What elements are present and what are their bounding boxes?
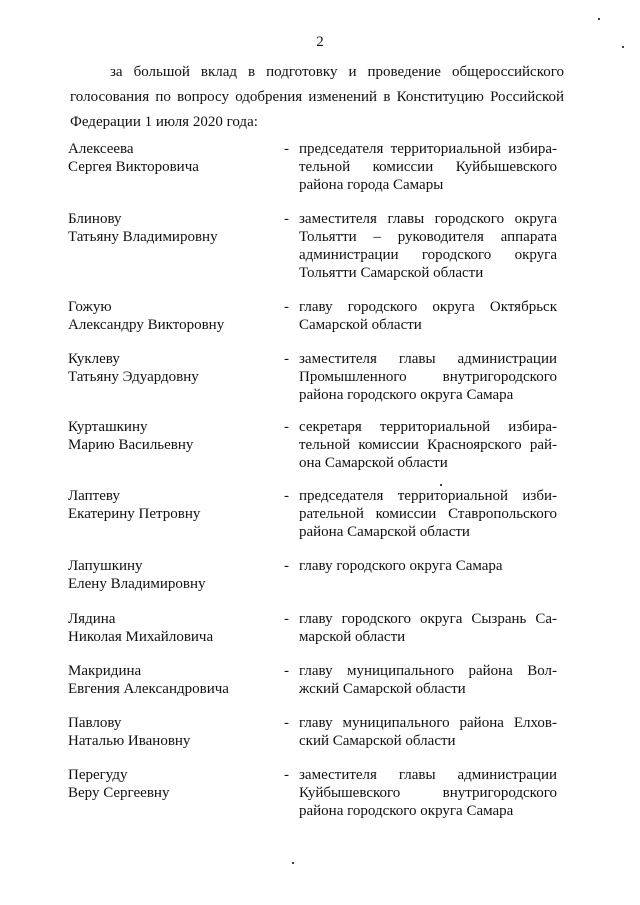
recipient-name <box>68 557 268 593</box>
recipient-position <box>299 557 557 575</box>
recipient-position-line: Промышленного внутригородского <box>299 369 557 385</box>
recipient-position-line: она Самарской области <box>299 455 448 471</box>
recipient-name <box>68 487 268 523</box>
recipient-position-line: главу муниципального района Вол- <box>299 663 557 679</box>
recipient-position-line: заместителя главы администрации <box>299 351 557 367</box>
recipient-position <box>299 210 557 282</box>
recipient-position-line: секретаря территориальной избира- <box>299 419 557 435</box>
separator-dash: - <box>284 419 289 435</box>
recipient-name-line: Лаптеву <box>68 488 120 504</box>
recipient-position-line: главу городского округа Сызрань Са- <box>299 611 557 627</box>
recipient-name-line: Александру Викторовну <box>68 317 225 333</box>
recipient-position-line: тельной комиссии Красноярского рай- <box>299 437 557 453</box>
separator-dash: - <box>284 351 289 367</box>
recipient-name-line: Перегуду <box>68 767 128 783</box>
recipient-name <box>68 210 268 246</box>
recipient-name-line: Лапушкину <box>68 558 143 574</box>
recipient-name-line: Веру Сергеевну <box>68 785 170 801</box>
recipient-position-line: главу муниципального района Елхов- <box>299 715 557 731</box>
recipient-name-line: Татьяну Владимировну <box>68 229 218 245</box>
page-number: 2 <box>316 34 324 50</box>
recipient-position-line: района Самарской области <box>299 524 470 540</box>
recipient-name-line: Макридина <box>68 663 142 679</box>
recipient-name <box>68 140 268 176</box>
recipient-position-line: марской области <box>299 629 406 645</box>
separator-dash: - <box>284 663 289 679</box>
intro-line: за большой вклад в подготовку и проведение общероссийского <box>110 64 564 80</box>
recipient-position <box>299 350 557 404</box>
recipient-name-line: Евгения Александровича <box>68 681 229 697</box>
recipient-name-line: Николая Михайловича <box>68 629 214 645</box>
recipient-position-line: рательной комиссии Ставропольского <box>299 506 557 522</box>
separator-dash: - <box>284 141 289 157</box>
recipient-name-line: Алексеева <box>68 141 134 157</box>
recipient-position <box>299 714 557 750</box>
recipient-position <box>299 140 557 194</box>
recipient-position-line: Тольятти Самарской области <box>299 265 484 281</box>
recipient-name-line: Елену Владимировну <box>68 576 206 592</box>
recipient-name <box>68 418 268 454</box>
recipient-name-line: Татьяну Эдуардовну <box>68 369 199 385</box>
intro-paragraph <box>70 60 564 135</box>
separator-dash: - <box>284 488 289 504</box>
recipient-position-line: председателя территориальной избира- <box>299 141 557 157</box>
recipient-name-line: Гожую <box>68 299 112 315</box>
scan-speck <box>440 484 442 486</box>
recipient-position-line: администрации городского округа <box>299 247 557 263</box>
recipient-position-line: главу городского округа Самара <box>299 558 503 574</box>
separator-dash: - <box>284 558 289 574</box>
scan-speck <box>622 46 624 48</box>
recipient-position <box>299 298 557 334</box>
separator-dash: - <box>284 211 289 227</box>
recipient-position-line: заместителя главы городского округа <box>299 211 557 227</box>
recipient-name-line: Павлову <box>68 715 122 731</box>
recipient-name-line: Куклеву <box>68 351 120 367</box>
recipient-name-line: Наталью Ивановну <box>68 733 191 749</box>
recipient-position-line: Самарской области <box>299 317 422 333</box>
recipient-position-line: заместителя главы администрации <box>299 767 557 783</box>
intro-line: Федерации 1 июля 2020 года: <box>70 114 258 130</box>
separator-dash: - <box>284 299 289 315</box>
recipient-name-line: Курташкину <box>68 419 148 435</box>
recipient-position-line: ский Самарской области <box>299 733 456 749</box>
recipient-position <box>299 766 557 820</box>
intro-line: голосования по вопросу одобрения изменений в Конституцию Российской <box>70 89 564 105</box>
separator-dash: - <box>284 715 289 731</box>
recipient-position-line: главу городского округа Октябрьск <box>299 299 557 315</box>
recipient-name-line: Марию Васильевну <box>68 437 194 453</box>
recipient-position-line: Куйбышевского внутригородского <box>299 785 557 801</box>
recipient-name-line: Сергея Викторовича <box>68 159 199 175</box>
scan-speck <box>292 862 294 864</box>
recipient-name <box>68 766 268 802</box>
recipient-position-line: района городского округа Самара <box>299 387 514 403</box>
recipient-position-line: жский Самарской области <box>299 681 466 697</box>
recipient-position-line: района городского округа Самара <box>299 803 514 819</box>
recipient-position <box>299 610 557 646</box>
recipient-position-line: председателя территориальной изби- <box>299 488 557 504</box>
recipient-position <box>299 662 557 698</box>
recipient-name <box>68 714 268 750</box>
recipient-name <box>68 298 268 334</box>
recipient-name-line: Екатерину Петровну <box>68 506 201 522</box>
recipient-name <box>68 610 268 646</box>
recipient-name <box>68 662 268 698</box>
recipient-name <box>68 350 268 386</box>
separator-dash: - <box>284 767 289 783</box>
recipient-position-line: тельной комиссии Куйбышевского <box>299 159 557 175</box>
recipient-name-line: Блинову <box>68 211 122 227</box>
recipient-position <box>299 418 557 472</box>
separator-dash: - <box>284 611 289 627</box>
recipient-name-line: Лядина <box>68 611 116 627</box>
recipient-position <box>299 487 557 541</box>
recipient-position-line: района города Самары <box>299 177 444 193</box>
recipient-position-line: Тольятти – руководителя аппарата <box>299 229 557 245</box>
scan-speck <box>598 18 600 20</box>
